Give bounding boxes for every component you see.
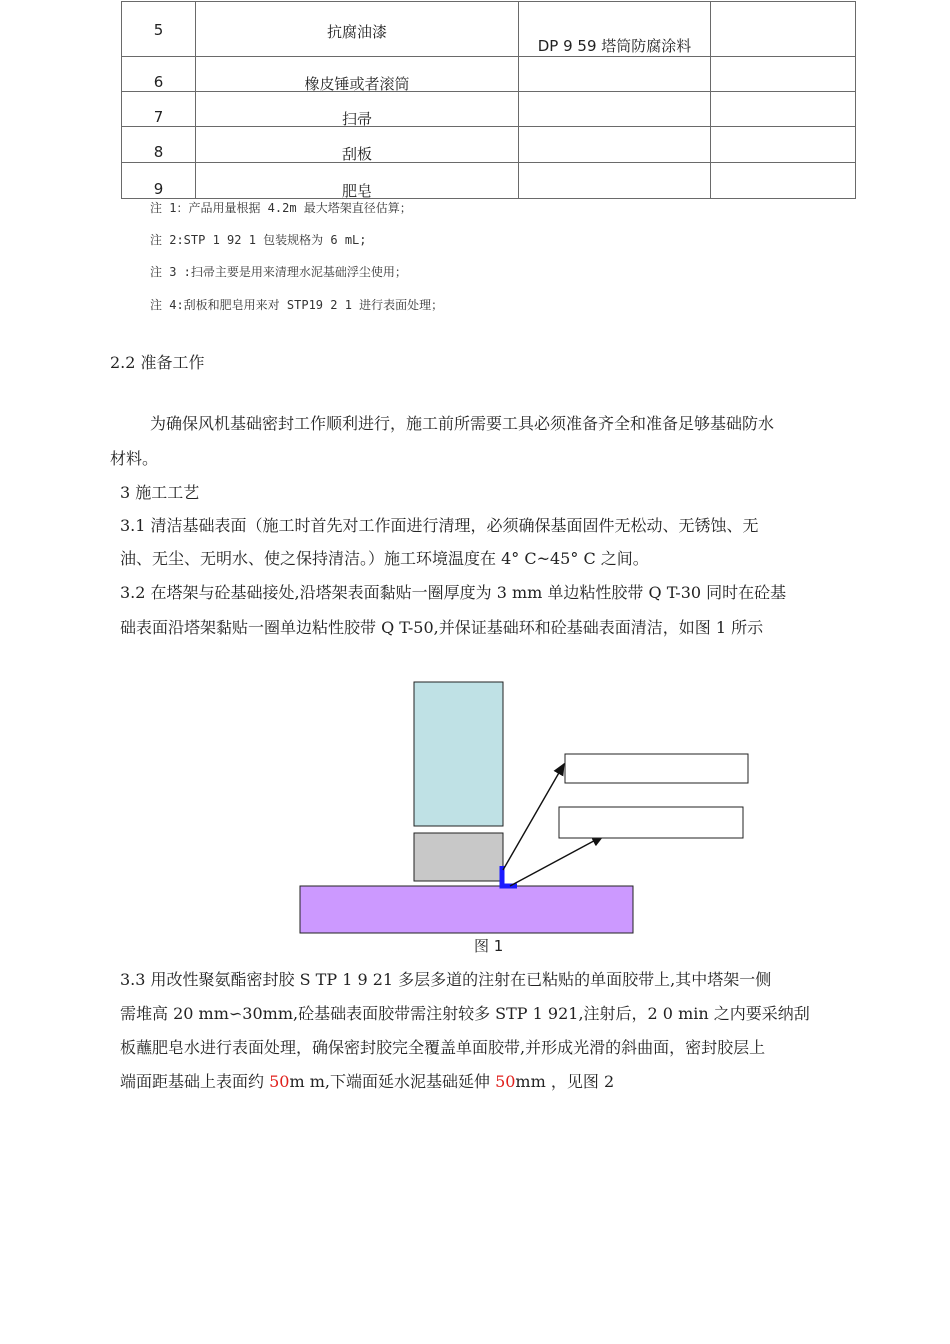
- note-4: 注 4:刮板和肥皂用来对 STP19 2 1 进行表面处理；: [150, 298, 444, 312]
- note-3: 注 3 :扫帚主要是用来清理水泥基础浮尘使用；: [150, 265, 407, 279]
- lower-label-box: [559, 807, 743, 838]
- paragraph-line: 3.2 在塔架与砼基础接处,沿塔架表面黏贴一圈厚度为 3 mm 单边粘性胶带 Q T-30 同时在砼基: [120, 583, 787, 602]
- paragraph-line: 油、无尘、无明水、使之保持清洁。）施工环境温度在 4° C~45° C 之间。: [120, 549, 649, 568]
- paragraph-line: 为确保风机基础密封工作顺利进行，施工前所需要工具必须准备齐全和准备足够基础防水: [150, 414, 775, 433]
- section-heading: 3 施工工艺: [120, 483, 200, 502]
- text-segment: mm ，见图 2: [515, 1072, 615, 1091]
- arrow-to-lower-label: [510, 836, 603, 886]
- paragraph-line: 3.1 清洁基础表面（施工时首先对工作面进行清理，必须确保基面固件无松动、无锈蚀、无: [120, 516, 759, 535]
- row-number: 8: [153, 143, 164, 161]
- row-name: 肥皂: [341, 182, 372, 200]
- figure-caption: 图 1: [474, 937, 504, 955]
- row-name: 扫帚: [341, 110, 372, 128]
- row-number: 7: [153, 108, 164, 126]
- row-name: 橡皮锤或者滚筒: [304, 75, 410, 93]
- upper-label-box: [565, 754, 748, 783]
- highlight-value: 50: [269, 1072, 290, 1091]
- concrete-foundation: [300, 886, 633, 933]
- text-segment: m m,下端面延水泥基础延伸: [289, 1072, 496, 1091]
- paragraph-line: [120, 1069, 614, 1092]
- foundation-ring: [414, 833, 503, 881]
- tower-section: [414, 682, 503, 826]
- row-spec: DP 9 59 塔筒防腐涂料: [537, 37, 692, 55]
- note-2: 注 2:STP 1 92 1 包装规格为 6 mL;: [150, 233, 367, 247]
- row-number: 6: [153, 73, 164, 91]
- note-1: 注 1：产品用量根据 4.2m 最大塔架直径估算；: [150, 201, 412, 215]
- row-number: 5: [153, 21, 164, 39]
- text-segment: 端面距基础上表面约: [120, 1072, 270, 1091]
- row-name: 刮板: [341, 145, 372, 163]
- paragraph-line: 需堆高 20 mm∽30mm,砼基础表面胶带需注射较多 STP 1 921,注射后，2 0 min 之内要采纳刮: [120, 1004, 810, 1023]
- paragraph-line: 材料。: [110, 449, 159, 468]
- row-number: 9: [153, 180, 164, 198]
- paragraph-line: 础表面沿塔架黏贴一圈单边粘性胶带 Q T-50,并保证基础环和砼基础表面清洁，如图 1 所示: [120, 618, 764, 637]
- paragraph-line: 板蘸肥皂水进行表面处理，确保密封胶完全覆盖单面胶带,并形成光滑的斜曲面，密封胶层上: [120, 1038, 766, 1057]
- paragraph-line: 3.3 用改性聚氨酯密封胶 S TP 1 9 21 多层多道的注射在已粘贴的单面胶带上,其中塔架一侧: [120, 970, 772, 989]
- arrow-to-upper-label: [503, 764, 564, 870]
- highlight-value: 50: [495, 1072, 516, 1091]
- row-name: 抗腐油漆: [326, 23, 387, 41]
- section-heading: 2.2 准备工作: [110, 353, 205, 372]
